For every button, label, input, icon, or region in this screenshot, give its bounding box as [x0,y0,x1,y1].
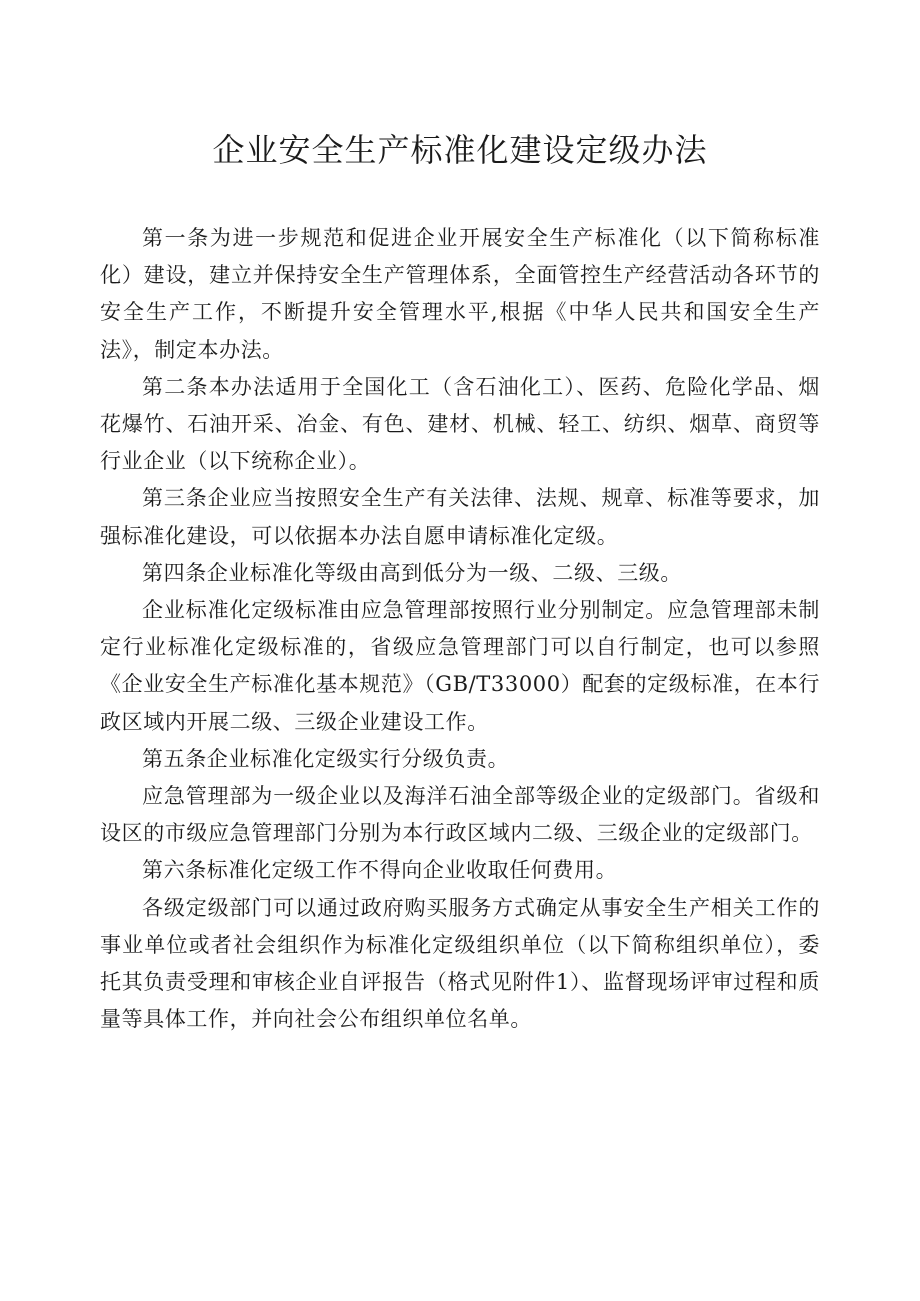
article-1-paragraph: 第一条为进一步规范和促进企业开展安全生产标准化（以下简称标准化）建设，建立并保持安全生产管理体系，全面管控生产经营活动各环节的安全生产工作，不断提升安全管理水平,根据《中华人民共和国安全生产法》，制定本办法。 [100,226,820,362]
article-6-continuation-paragraph: 各级定级部门可以通过政府购买服务方式确定从事安全生产相关工作的事业单位或者社会组织作为标准化定级组织单位（以下简称组织单位），委托其负责受理和审核企业自评报告（格式见附件1）、监督现场评审过程和质量等具体工作，并向社会公布组织单位名单。 [100,895,820,1032]
article-3-paragraph: 第三条企业应当按照安全生产有关法律、法规、规章、标准等要求，加强标准化建设，可以依据本办法自愿申请标准化定级。 [100,486,820,548]
document-body [100,220,820,1038]
document-title: 企业安全生产标准化建设定级办法 [212,131,708,169]
article-2-paragraph: 第二条本办法适用于全国化工（含石油化工）、医药、危险化学品、烟花爆竹、石油开采、冶金、有色、建材、机械、轻工、纺织、烟草、商贸等行业企业（以下统称企业）。 [100,374,820,474]
article-5-paragraph: 第五条企业标准化定级实行分级负责。 [142,746,510,771]
article-4-continuation-paragraph: 企业标准化定级标准由应急管理部按照行业分别制定。应急管理部未制定行业标准化定级标准的，省级应急管理部门可以自行制定，也可以参照《企业安全生产标准化基本规范》（GB/T33000）配套的定级标准，在本行政区域内开展二级、三级企业建设工作。 [100,598,820,734]
article-4-paragraph: 第四条企业标准化等级由高到低分为一级、二级、三级。 [142,560,682,585]
article-5-continuation-paragraph: 应急管理部为一级企业以及海洋石油全部等级企业的定级部门。省级和设区的市级应急管理部门分别为本行政区域内二级、三级企业的定级部门。 [100,784,820,846]
article-6-paragraph: 第六条标准化定级工作不得向企业收取任何费用。 [142,858,618,883]
